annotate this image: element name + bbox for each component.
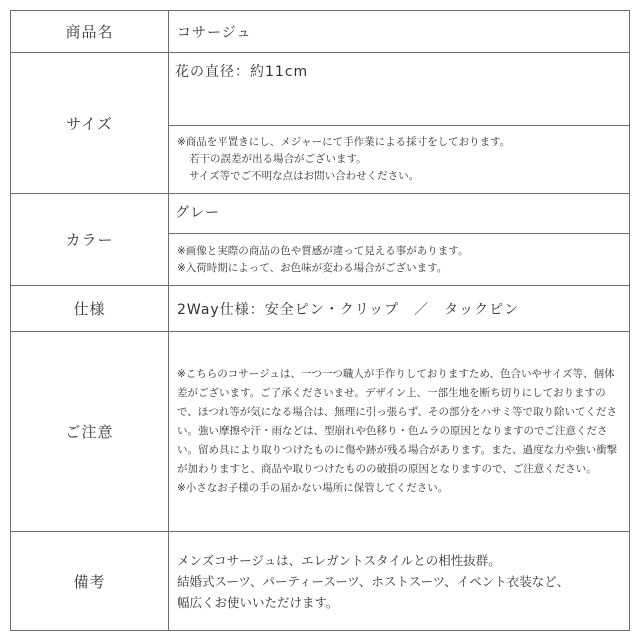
row-color-main (11, 194, 630, 234)
row-size-main (11, 53, 630, 126)
row-remarks (11, 532, 630, 631)
remarks-label: 備考 (11, 532, 169, 631)
color-note-2: ※入荷時期によって、お色味が変わる場合がございます。 (177, 261, 448, 274)
spec-label: 仕様 (11, 286, 169, 332)
product-name-label: 商品名 (11, 11, 169, 53)
row-spec (11, 286, 630, 332)
color-value: グレー (169, 194, 630, 234)
product-name-value: コサージュ (169, 11, 630, 53)
color-notes (169, 234, 630, 286)
caution-text-2: ※小さなお子様の手の届かない場所に保管してください。 (177, 482, 449, 494)
spec-value: 2Way仕様：安全ピン・クリップ ／ タックピン (169, 286, 630, 332)
color-label: カラー (11, 194, 169, 286)
size-notes (169, 126, 630, 194)
remarks-line-3: 幅広くお使いいただけます。 (177, 594, 339, 610)
caution-label: ご注意 (11, 332, 169, 532)
size-value: 花の直径：約11cm (169, 53, 630, 126)
size-label: サイズ (11, 53, 169, 194)
product-spec-table (10, 10, 630, 631)
size-note-3: サイズ等でご不明な点はお問い合わせください。 (189, 170, 420, 182)
remarks-line-1: メンズコサージュは、エレガントスタイルとの相性抜群。 (177, 552, 501, 568)
size-note-2: 若干の誤差が出る場合がございます。 (189, 153, 367, 165)
size-note-1: ※商品を平置きにし、メジャーにて手作業による採寸をしております。 (177, 136, 511, 148)
remarks-text (169, 532, 630, 631)
row-product-name (11, 11, 630, 53)
remarks-line-2: 結婚式スーツ、パーティースーツ、ホストスーツ、イベント衣装など、 (177, 573, 570, 589)
caution-notes (169, 332, 630, 532)
caution-text: ※こちらのコサージュは、一つ一つ職人が手作りしておりますため、色合いやサイズ等、個体差がございます。ご了承くださいませ。デザイン上、一部生地を断ち切りにしておりますので、ほつれ等が気になる場合は、無理に引っ張らず、その部分をハサミ等で取り除いてください。強い摩擦や汗・雨などは、型崩れや色移り・色ムラの原因となりますのでご注意ください。留め具により取りつけたものに傷や跡が残る場合があります。また、過度な力や強い衝撃が加わりますと、商品や取りつけたものの破損の原因となりますので、ご注意ください。 (177, 368, 618, 475)
color-note-1: ※画像と実際の商品の色や質感が違って見える事があります。 (177, 244, 469, 257)
row-caution (11, 332, 630, 532)
